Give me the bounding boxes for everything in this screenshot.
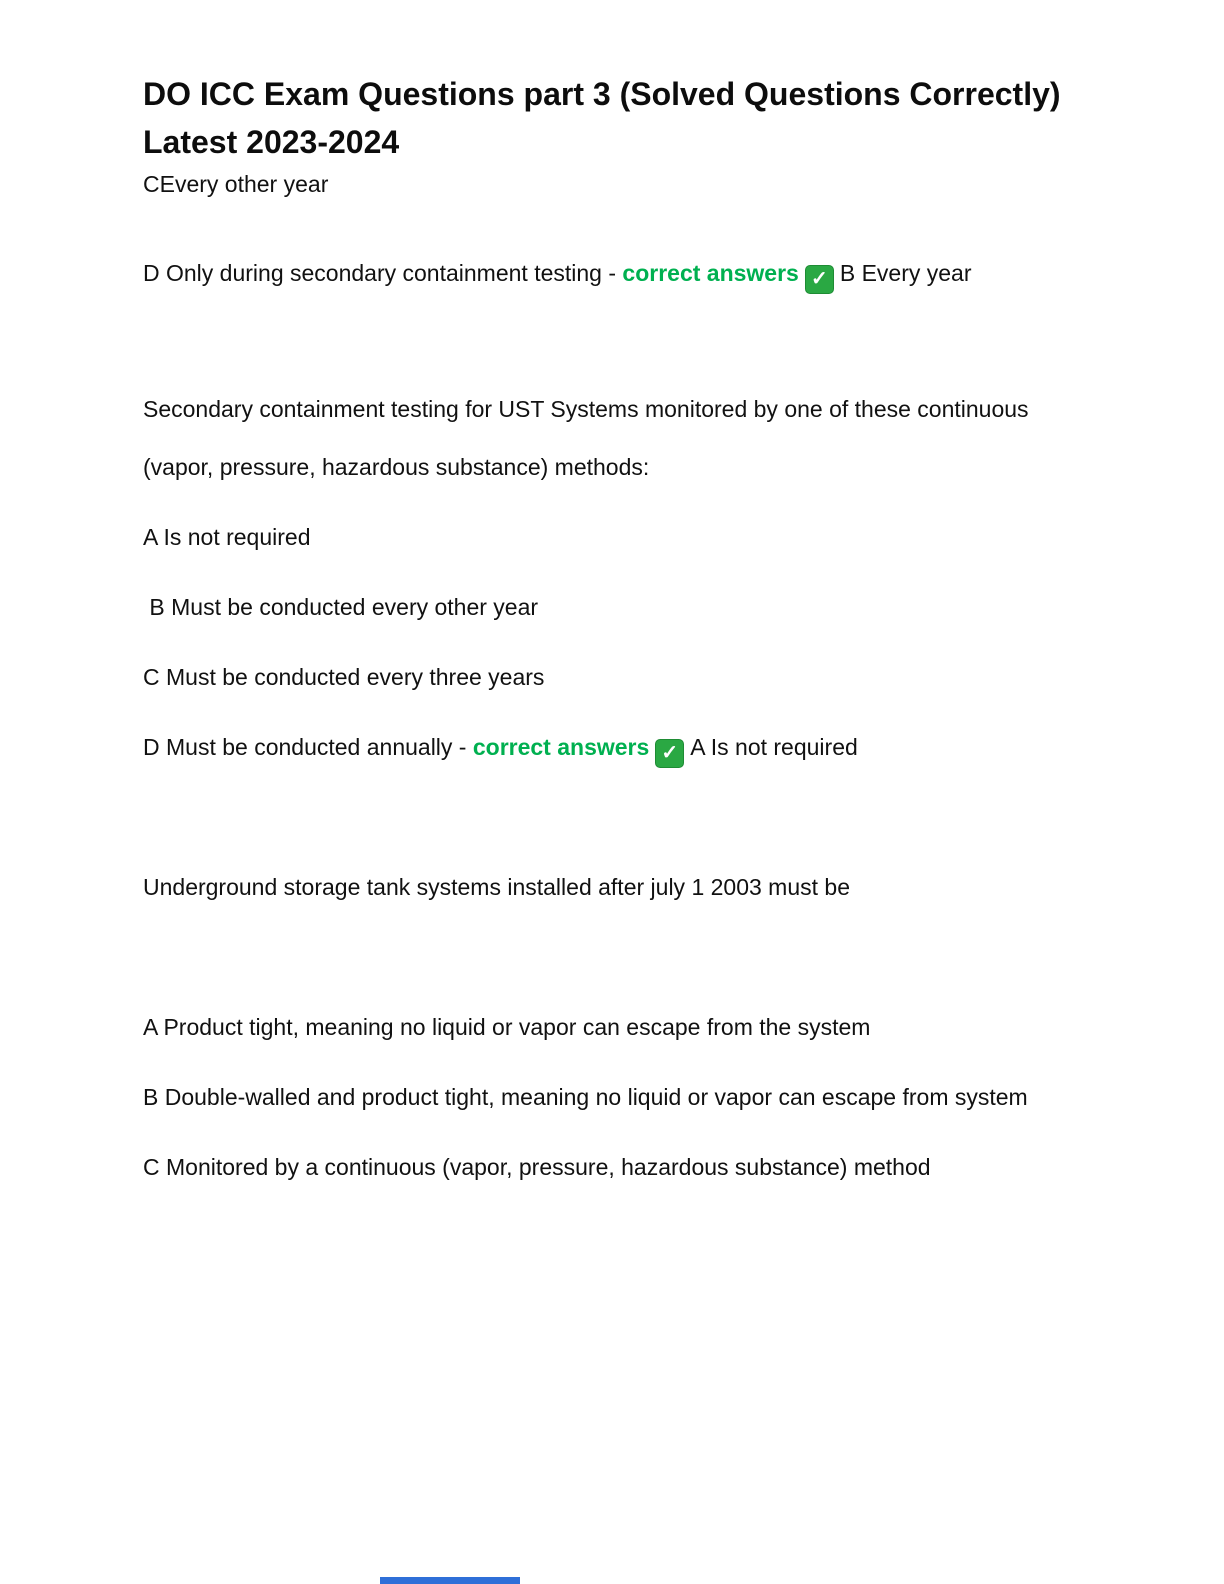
q2-option-d-text: D Must be conducted annually - — [143, 734, 473, 760]
question3-option-b: B Double-walled and product tight, meaning no liquid or vapor can escape from system — [143, 1084, 1028, 1110]
question2-option-c: C Must be conducted every three years — [143, 664, 545, 690]
question3-option-c: C Monitored by a continuous (vapor, pressure, hazardous substance) method — [143, 1154, 931, 1180]
check-icon: ✓ — [805, 265, 834, 294]
question2-option-a: A Is not required — [143, 524, 311, 550]
footer-link-fragment — [380, 1577, 520, 1584]
spacer — [143, 788, 1083, 858]
answer-fragment-c: CEvery other year — [143, 171, 329, 197]
q2-correct-answer-text: A Is not required — [690, 734, 858, 760]
correct-answers-label: correct answers — [622, 260, 799, 286]
question2-intro: Secondary containment testing for UST Systems monitored by one of these continuous (vapor, pressure, hazardous substance) methods: — [143, 396, 1035, 480]
q1-option-d-text: D Only during secondary containment testing - — [143, 260, 623, 286]
question3-intro: Underground storage tank systems installed after july 1 2003 must be — [143, 874, 850, 900]
page-title: DO ICC Exam Questions part 3 (Solved Questions Correctly) Latest 2023-2024 — [143, 76, 1061, 160]
question1-answer-line — [143, 244, 1083, 302]
question2-answer-line — [143, 718, 1083, 776]
q1-correct-answer-text: B Every year — [839, 260, 972, 286]
spacer — [143, 314, 1083, 380]
check-icon: ✓ — [655, 739, 684, 768]
spacer — [143, 928, 1083, 998]
question3-option-a: A Product tight, meaning no liquid or vapor can escape from the system — [143, 1014, 871, 1040]
question2-option-b: B Must be conducted every other year — [143, 594, 539, 620]
correct-answers-label: correct answers — [472, 734, 650, 760]
